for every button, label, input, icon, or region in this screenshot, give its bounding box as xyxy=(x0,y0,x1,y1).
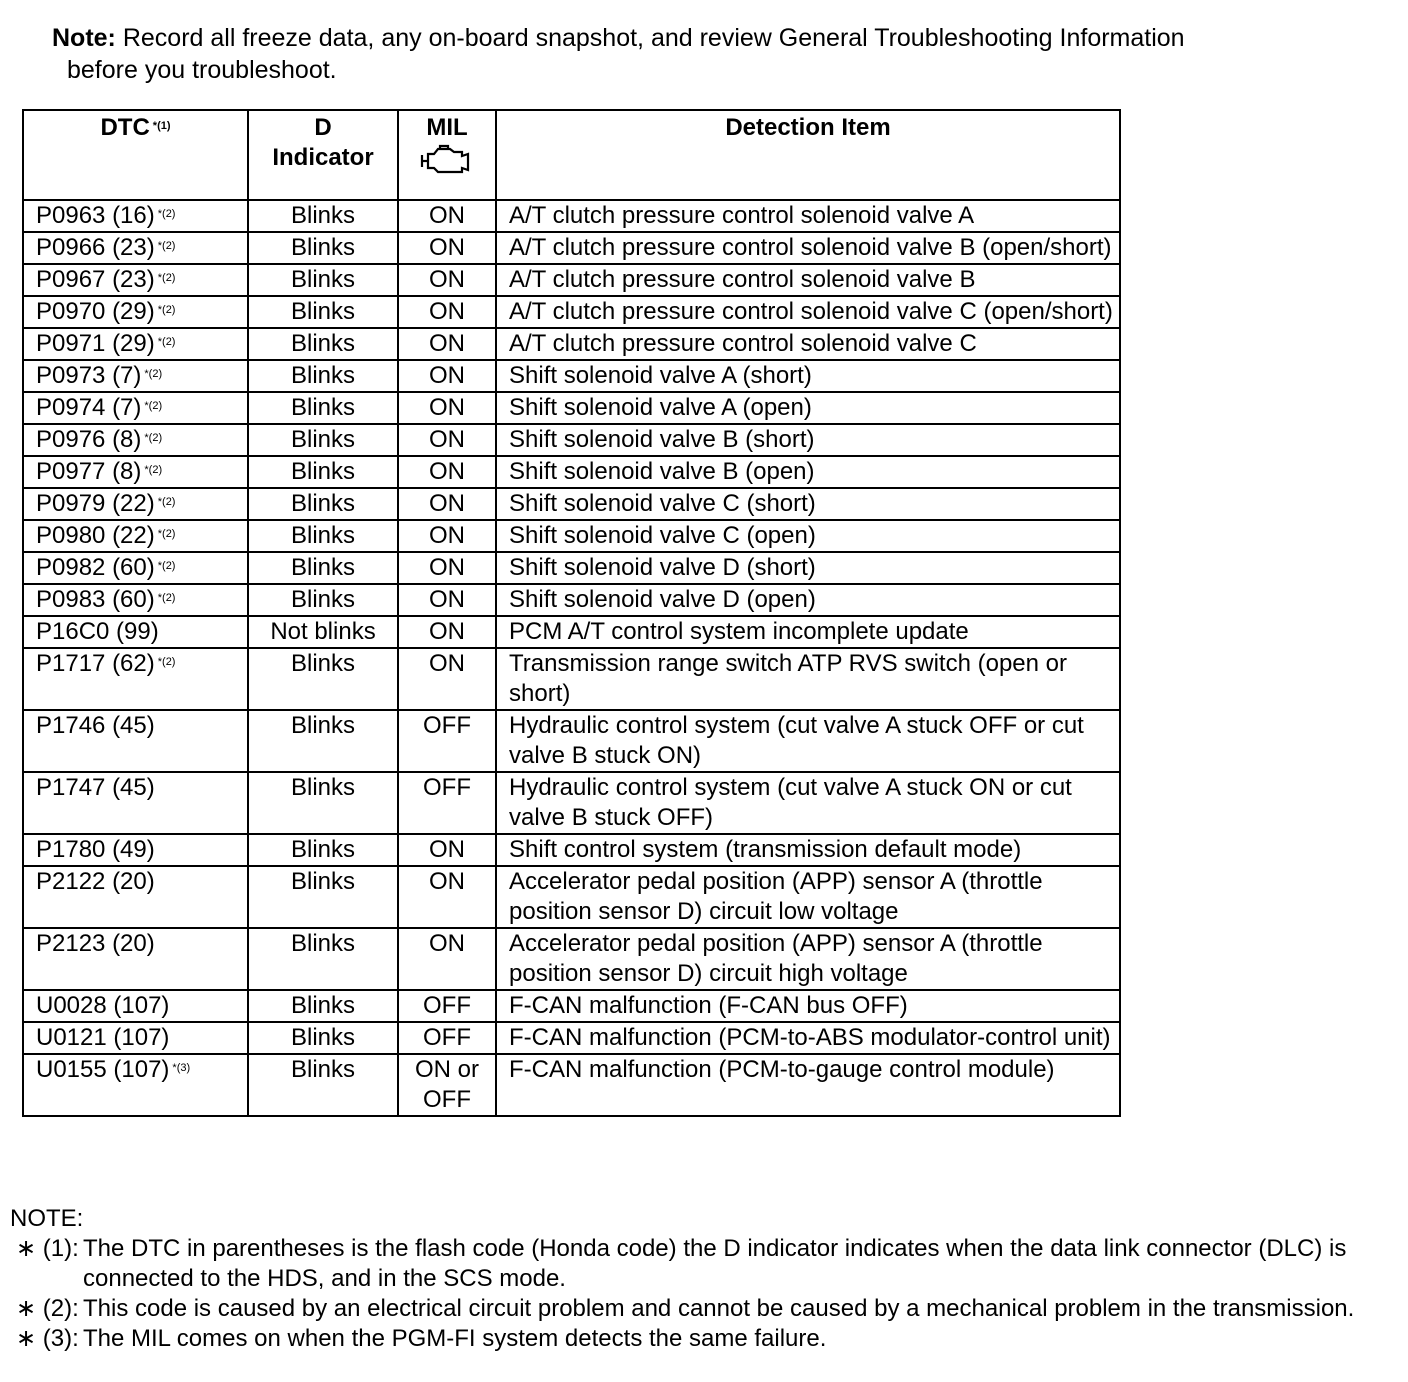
dtc-code: P0977 (8) xyxy=(36,458,142,485)
cell-dtc xyxy=(23,772,248,834)
cell-detection-item: Shift solenoid valve D (short) xyxy=(496,552,1120,584)
table-row xyxy=(23,520,1120,552)
cell-d-indicator: Blinks xyxy=(248,360,398,392)
bottom-notes xyxy=(10,1204,1400,1354)
dtc-code: P0967 (23) xyxy=(36,266,155,293)
cell-mil: ON xyxy=(398,488,496,520)
cell-d-indicator: Blinks xyxy=(248,1054,398,1116)
table-row xyxy=(23,1022,1120,1054)
cell-mil: ON xyxy=(398,866,496,928)
cell-dtc xyxy=(23,392,248,424)
engine-icon xyxy=(416,143,478,177)
table-row xyxy=(23,360,1120,392)
table-row xyxy=(23,866,1120,928)
cell-dtc xyxy=(23,1022,248,1054)
cell-dtc xyxy=(23,360,248,392)
cell-detection-item: A/T clutch pressure control solenoid valve A xyxy=(496,200,1120,232)
cell-detection-item: PCM A/T control system incomplete update xyxy=(496,616,1120,648)
footnote-1-mark: ∗ (1): xyxy=(16,1235,79,1262)
footnote-1-text: The DTC in parentheses is the flash code (Honda code) the D indicator indicates when the data link connector (DLC) is connected to the HDS, and in the SCS mode. xyxy=(83,1235,1347,1292)
dtc-code: P0973 (7) xyxy=(36,362,142,389)
cell-d-indicator: Blinks xyxy=(248,520,398,552)
dtc-code: P1746 (45) xyxy=(36,712,155,739)
table-row xyxy=(23,834,1120,866)
cell-dtc xyxy=(23,552,248,584)
dtc-code: P0966 (23) xyxy=(36,234,155,261)
cell-mil: OFF xyxy=(398,710,496,772)
dtc-code: P1747 (45) xyxy=(36,774,155,801)
table-row xyxy=(23,424,1120,456)
dtc-footnote-ref: *(2) xyxy=(157,336,176,348)
cell-mil: ON xyxy=(398,648,496,710)
cell-dtc xyxy=(23,584,248,616)
table-row xyxy=(23,928,1120,990)
dtc-footnote-ref: *(2) xyxy=(157,528,176,540)
cell-mil: OFF xyxy=(398,772,496,834)
dtc-footnote-ref: *(2) xyxy=(157,240,176,252)
table-row xyxy=(23,456,1120,488)
dtc-code: P0971 (29) xyxy=(36,330,155,357)
cell-detection-item: Accelerator pedal position (APP) sensor A (throttle position sensor D) circuit low voltage xyxy=(496,866,1120,928)
cell-d-indicator: Blinks xyxy=(248,200,398,232)
footnote-2-mark: ∗ (2): xyxy=(16,1295,79,1322)
cell-detection-item: Shift solenoid valve A (open) xyxy=(496,392,1120,424)
cell-dtc xyxy=(23,488,248,520)
cell-detection-item: Transmission range switch ATP RVS switch (open or short) xyxy=(496,648,1120,710)
cell-mil: OFF xyxy=(398,990,496,1022)
dtc-footnote-ref: *(2) xyxy=(157,656,176,668)
dtc-table xyxy=(22,109,1121,1117)
dtc-footnote-ref: *(2) xyxy=(157,272,176,284)
cell-d-indicator: Blinks xyxy=(248,232,398,264)
cell-mil: ON xyxy=(398,584,496,616)
dtc-code: P2123 (20) xyxy=(36,930,155,957)
cell-d-indicator: Blinks xyxy=(248,456,398,488)
cell-mil: ON xyxy=(398,264,496,296)
dtc-code: P1717 (62) xyxy=(36,650,155,677)
cell-d-indicator: Blinks xyxy=(248,488,398,520)
dtc-code: P1780 (49) xyxy=(36,836,155,863)
dtc-footnote-ref: *(2) xyxy=(144,368,163,380)
cell-dtc xyxy=(23,616,248,648)
cell-mil: OFF xyxy=(398,1022,496,1054)
cell-detection-item: Shift control system (transmission default mode) xyxy=(496,834,1120,866)
dtc-footnote-ref: *(2) xyxy=(157,560,176,572)
dtc-footnote-ref: *(2) xyxy=(157,592,176,604)
cell-detection-item: A/T clutch pressure control solenoid valve C (open/short) xyxy=(496,296,1120,328)
table-row xyxy=(23,296,1120,328)
cell-detection-item: Shift solenoid valve B (open) xyxy=(496,456,1120,488)
header-d-indicator: D Indicator xyxy=(248,110,398,200)
footnote-3 xyxy=(10,1324,1400,1354)
note-text: Record all freeze data, any on-board snapshot, and review General Troubleshooting Information xyxy=(122,24,1185,52)
table-row xyxy=(23,552,1120,584)
cell-dtc xyxy=(23,710,248,772)
cell-dtc xyxy=(23,424,248,456)
footnote-1 xyxy=(10,1234,1400,1294)
cell-d-indicator: Blinks xyxy=(248,990,398,1022)
dtc-code: P0974 (7) xyxy=(36,394,142,421)
cell-d-indicator: Blinks xyxy=(248,866,398,928)
cell-d-indicator: Blinks xyxy=(248,296,398,328)
cell-d-indicator: Blinks xyxy=(248,928,398,990)
cell-mil: ON xyxy=(398,360,496,392)
cell-d-indicator: Blinks xyxy=(248,264,398,296)
table-row xyxy=(23,328,1120,360)
cell-detection-item: A/T clutch pressure control solenoid valve B (open/short) xyxy=(496,232,1120,264)
table-row xyxy=(23,648,1120,710)
cell-mil: ON xyxy=(398,200,496,232)
header-detection-item: Detection Item xyxy=(496,110,1120,200)
cell-dtc xyxy=(23,456,248,488)
cell-detection-item: Shift solenoid valve D (open) xyxy=(496,584,1120,616)
cell-dtc xyxy=(23,1054,248,1116)
cell-d-indicator: Blinks xyxy=(248,552,398,584)
dtc-table-body xyxy=(23,200,1120,1116)
cell-mil: ON or OFF xyxy=(398,1054,496,1116)
cell-mil: ON xyxy=(398,456,496,488)
cell-detection-item: Hydraulic control system (cut valve A stuck ON or cut valve B stuck OFF) xyxy=(496,772,1120,834)
footnote-3-mark: ∗ (3): xyxy=(16,1325,79,1352)
dtc-footnote-ref: *(2) xyxy=(157,304,176,316)
note-text-cont: before you troubleshoot. xyxy=(67,56,337,84)
dtc-code: P0970 (29) xyxy=(36,298,155,325)
cell-d-indicator: Blinks xyxy=(248,648,398,710)
dtc-footnote-ref: *(2) xyxy=(144,400,163,412)
header-mil: MIL xyxy=(398,110,496,200)
table-row xyxy=(23,488,1120,520)
table-row xyxy=(23,232,1120,264)
header-dtc-ref: *(1) xyxy=(152,120,171,132)
table-row xyxy=(23,200,1120,232)
cell-dtc xyxy=(23,520,248,552)
cell-dtc xyxy=(23,834,248,866)
cell-dtc xyxy=(23,928,248,990)
cell-dtc xyxy=(23,990,248,1022)
cell-d-indicator: Blinks xyxy=(248,1022,398,1054)
cell-dtc xyxy=(23,232,248,264)
cell-mil: ON xyxy=(398,928,496,990)
cell-mil: ON xyxy=(398,296,496,328)
cell-d-indicator: Not blinks xyxy=(248,616,398,648)
cell-dtc xyxy=(23,200,248,232)
table-header-row xyxy=(23,110,1120,200)
dtc-code: P0983 (60) xyxy=(36,586,155,613)
notes-title: NOTE: xyxy=(10,1205,84,1232)
cell-detection-item: Shift solenoid valve C (open) xyxy=(496,520,1120,552)
cell-dtc xyxy=(23,866,248,928)
table-row xyxy=(23,392,1120,424)
footnote-2-text: This code is caused by an electrical circuit problem and cannot be caused by a mechanical problem in the transmission. xyxy=(83,1295,1355,1322)
footnote-2 xyxy=(10,1294,1400,1324)
cell-detection-item: Hydraulic control system (cut valve A stuck OFF or cut valve B stuck ON) xyxy=(496,710,1120,772)
cell-detection-item: F-CAN malfunction (PCM-to-gauge control module) xyxy=(496,1054,1120,1116)
cell-d-indicator: Blinks xyxy=(248,710,398,772)
dtc-code: P0979 (22) xyxy=(36,490,155,517)
cell-d-indicator: Blinks xyxy=(248,328,398,360)
cell-mil: ON xyxy=(398,552,496,584)
dtc-code: P0982 (60) xyxy=(36,554,155,581)
dtc-code: P0963 (16) xyxy=(36,202,155,229)
dtc-code: P0976 (8) xyxy=(36,426,142,453)
cell-d-indicator: Blinks xyxy=(248,424,398,456)
cell-detection-item: A/T clutch pressure control solenoid valve B xyxy=(496,264,1120,296)
cell-detection-item: Accelerator pedal position (APP) sensor A (throttle position sensor D) circuit high voltage xyxy=(496,928,1120,990)
cell-dtc xyxy=(23,648,248,710)
dtc-code: U0155 (107) xyxy=(36,1056,170,1083)
dtc-footnote-ref: *(2) xyxy=(144,432,163,444)
cell-mil: ON xyxy=(398,328,496,360)
cell-detection-item: Shift solenoid valve C (short) xyxy=(496,488,1120,520)
dtc-footnote-ref: *(3) xyxy=(172,1062,191,1074)
cell-mil: ON xyxy=(398,520,496,552)
cell-detection-item: Shift solenoid valve B (short) xyxy=(496,424,1120,456)
dtc-footnote-ref: *(2) xyxy=(157,496,176,508)
dtc-code: U0028 (107) xyxy=(36,992,170,1019)
cell-d-indicator: Blinks xyxy=(248,772,398,834)
table-row xyxy=(23,616,1120,648)
dtc-code: P2122 (20) xyxy=(36,868,155,895)
cell-d-indicator: Blinks xyxy=(248,584,398,616)
cell-d-indicator: Blinks xyxy=(248,834,398,866)
cell-dtc xyxy=(23,328,248,360)
cell-dtc xyxy=(23,296,248,328)
cell-dtc xyxy=(23,264,248,296)
dtc-code: P16C0 (99) xyxy=(36,618,159,645)
footnote-3-text: The MIL comes on when the PGM-FI system detects the same failure. xyxy=(83,1325,827,1352)
cell-detection-item: F-CAN malfunction (PCM-to-ABS modulator-control unit) xyxy=(496,1022,1120,1054)
cell-mil: ON xyxy=(398,232,496,264)
header-dtc: DTC $^{*(1)}$ xyxy=(23,110,248,200)
dtc-code: U0121 (107) xyxy=(36,1024,170,1051)
table-row xyxy=(23,990,1120,1022)
cell-mil: ON xyxy=(398,424,496,456)
table-row xyxy=(23,584,1120,616)
table-row xyxy=(23,772,1120,834)
dtc-footnote-ref: *(2) xyxy=(157,208,176,220)
note-label: Note: xyxy=(52,24,116,52)
table-row xyxy=(23,264,1120,296)
cell-mil: ON xyxy=(398,392,496,424)
dtc-footnote-ref: *(2) xyxy=(144,464,163,476)
top-note xyxy=(52,22,1352,86)
cell-detection-item: Shift solenoid valve A (short) xyxy=(496,360,1120,392)
cell-detection-item: A/T clutch pressure control solenoid valve C xyxy=(496,328,1120,360)
table-row xyxy=(23,710,1120,772)
cell-mil: ON xyxy=(398,834,496,866)
dtc-code: P0980 (22) xyxy=(36,522,155,549)
cell-mil: ON xyxy=(398,616,496,648)
cell-detection-item: F-CAN malfunction (F-CAN bus OFF) xyxy=(496,990,1120,1022)
table-row xyxy=(23,1054,1120,1116)
cell-d-indicator: Blinks xyxy=(248,392,398,424)
